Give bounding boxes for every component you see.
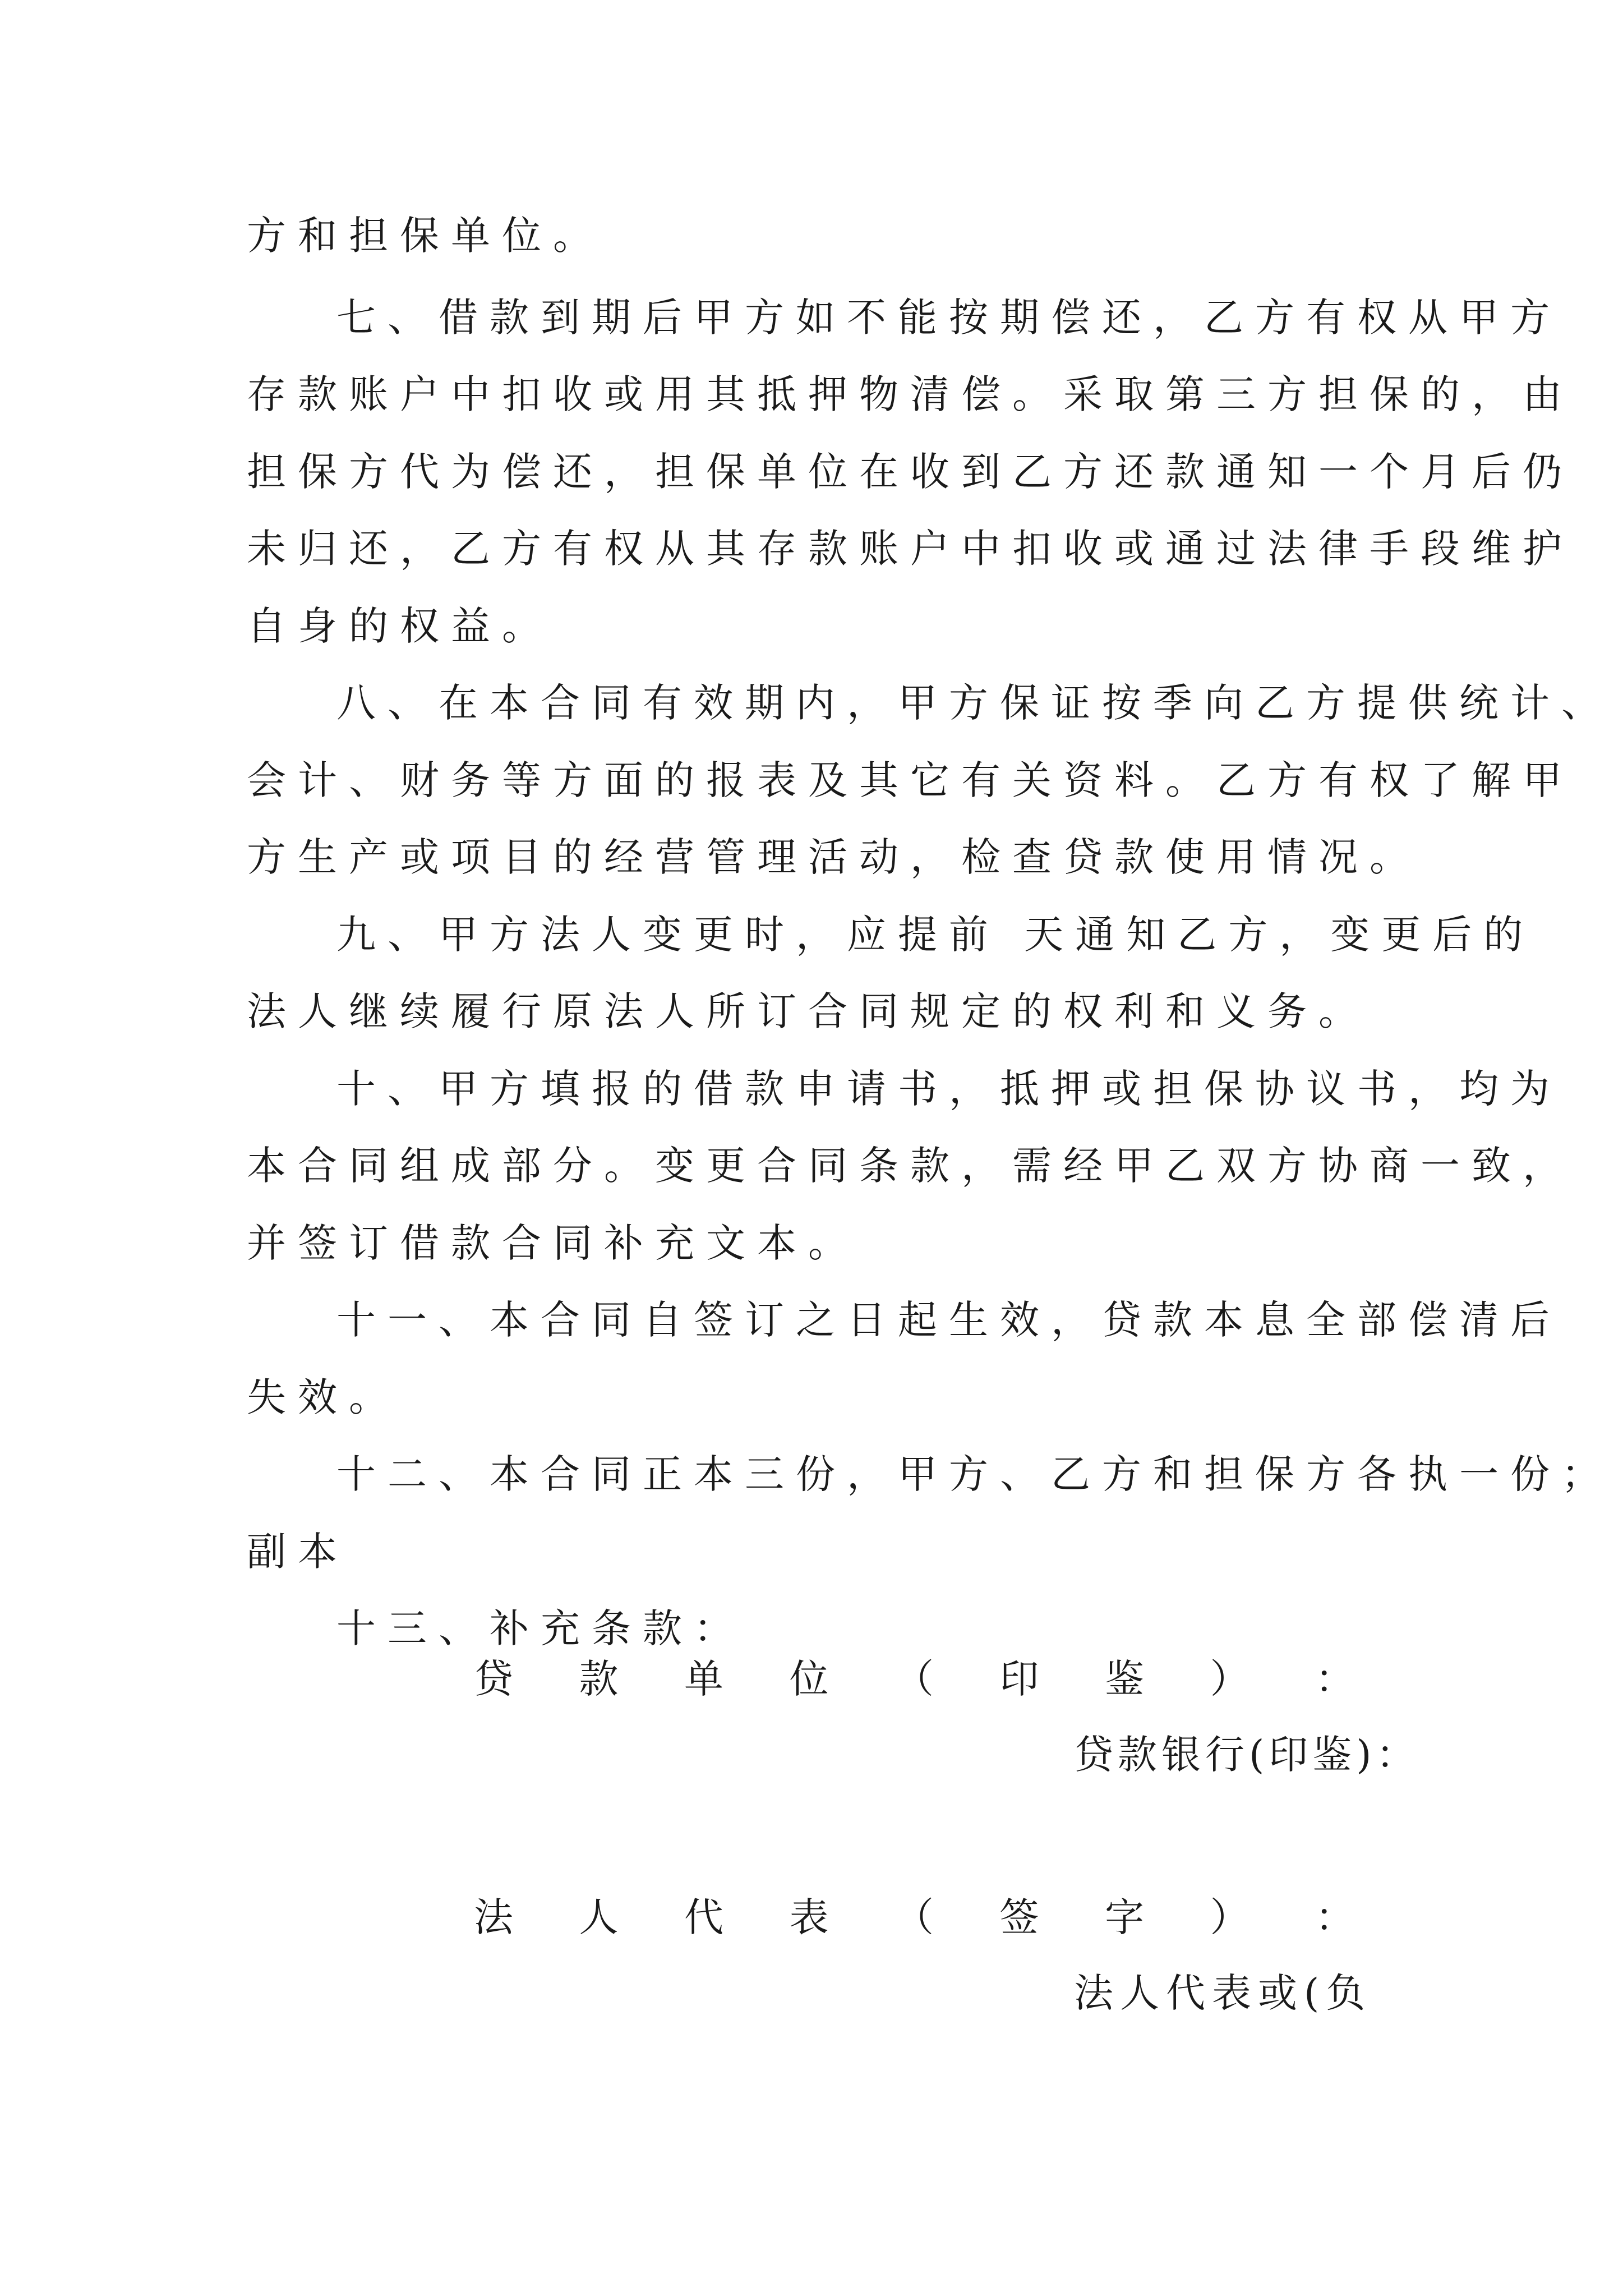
label-char: 表 bbox=[789, 1894, 829, 1940]
label-char: 签 bbox=[999, 1894, 1039, 1940]
clause-9-line-2: 法人继续履行原法人所订合同规定的权利和义务。 bbox=[247, 988, 1370, 1034]
legal-rep-signature-label bbox=[474, 1890, 1354, 1944]
label-char: 鉴 bbox=[1105, 1656, 1144, 1702]
label-char: ） bbox=[1210, 1894, 1249, 1940]
label-char: （ bbox=[895, 1894, 934, 1940]
clause-12-line-1: 十二、本合同正本三份，甲方、乙方和担保方各执一份； bbox=[336, 1451, 1612, 1497]
text-line-1: 方和担保单位。 bbox=[247, 213, 604, 259]
clause-7-line-4: 未归还，乙方有权从其存款账户中扣收或通过法律手段维护 bbox=[247, 526, 1574, 572]
clause-8-line-1: 八、在本合同有效期内，甲方保证按季向乙方提供统计、 bbox=[336, 680, 1612, 726]
clause-10-line-2: 本合同组成部分。变更合同条款，需经甲乙双方协商一致， bbox=[247, 1143, 1574, 1189]
label-char: 单 bbox=[684, 1656, 723, 1702]
clause-7-line-2: 存款账户中扣收或用其抵押物清偿。采取第三方担保的，由 bbox=[247, 371, 1574, 417]
label-char: ： bbox=[1315, 1656, 1354, 1702]
label-char: 款 bbox=[579, 1656, 619, 1702]
clause-10-line-3: 并签订借款合同补充文本。 bbox=[247, 1220, 859, 1266]
label-char: 人 bbox=[579, 1894, 619, 1940]
label-char: 字 bbox=[1105, 1894, 1144, 1940]
bank-seal-label: 贷款银行(印鉴)： bbox=[1074, 1732, 1420, 1778]
label-char: （ bbox=[895, 1656, 934, 1702]
legal-rep-or-label: 法人代表或(负 bbox=[1074, 1970, 1372, 2016]
clause-7-line-1: 七、借款到期后甲方如不能按期偿还，乙方有权从甲方 bbox=[336, 295, 1561, 341]
clause-10-line-1: 十、甲方填报的借款申请书，抵押或担保协议书，均为 bbox=[336, 1066, 1561, 1112]
clause-7-line-3: 担保方代为偿还，担保单位在收到乙方还款通知一个月后仍 bbox=[247, 449, 1574, 495]
label-char: 印 bbox=[999, 1656, 1039, 1702]
clause-12-line-2: 副本 bbox=[247, 1529, 349, 1575]
label-char: ： bbox=[1315, 1894, 1354, 1940]
label-char: ） bbox=[1210, 1656, 1249, 1702]
clause-11-line-2: 失效。 bbox=[247, 1374, 400, 1420]
label-char: 位 bbox=[789, 1656, 829, 1702]
clause-13-line-1: 十三、补充条款： bbox=[336, 1605, 745, 1651]
label-char: 贷 bbox=[474, 1656, 513, 1702]
label-char: 法 bbox=[474, 1894, 513, 1940]
clause-11-line-1: 十一、本合同自签订之日起生效，贷款本息全部偿清后 bbox=[336, 1297, 1561, 1343]
clause-9-line-1: 九、甲方法人变更时，应提前 天通知乙方，变更后的 bbox=[336, 912, 1535, 958]
borrower-seal-label bbox=[474, 1652, 1354, 1706]
label-char: 代 bbox=[684, 1894, 723, 1940]
clause-8-line-3: 方生产或项目的经营管理活动，检查贷款使用情况。 bbox=[247, 834, 1421, 880]
clause-8-line-2: 会计、财务等方面的报表及其它有关资料。乙方有权了解甲 bbox=[247, 757, 1574, 803]
clause-7-line-5: 自身的权益。 bbox=[247, 603, 553, 649]
